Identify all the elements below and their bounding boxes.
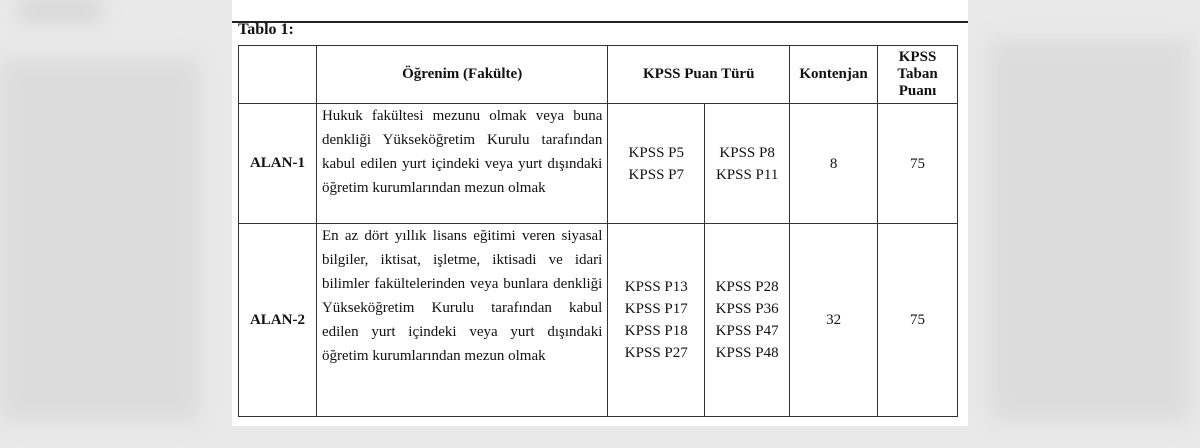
ogrenim-cell: En az dört yıllık lisans eğitimi veren siyasal bilgiler, iktisat, işletme, iktisadi ve idari bilimler fakültelerinden veya bunlara denkliği Yükseköğretim Kurulu tarafından kabul edilen yurt içindeki veya yurt dışındaki öğretim kurumlarından mezun olmak bbox=[316, 224, 607, 417]
document-page bbox=[232, 0, 968, 426]
puan-item: KPSS P7 bbox=[628, 166, 684, 183]
puan-item: KPSS P18 bbox=[624, 323, 688, 339]
puan-cell bbox=[705, 224, 790, 417]
kontenjan-cell: 8 bbox=[790, 104, 878, 224]
table-header-row bbox=[239, 46, 958, 104]
puan-item: KPSS P28 bbox=[715, 279, 779, 295]
table-row bbox=[239, 104, 958, 224]
puan-item: KPSS P36 bbox=[715, 301, 779, 317]
puan-cell bbox=[608, 224, 705, 417]
puan-item: KPSS P48 bbox=[715, 345, 779, 361]
blurred-background bbox=[990, 40, 1190, 420]
header-puan-turu: KPSS Puan Türü bbox=[608, 46, 790, 104]
divider bbox=[232, 21, 968, 23]
header-kontenjan: Kontenjan bbox=[790, 46, 878, 104]
puan-item: KPSS P5 bbox=[628, 144, 684, 161]
puan-item: KPSS P11 bbox=[715, 166, 779, 183]
puan-item: KPSS P8 bbox=[719, 144, 775, 161]
alan-label: ALAN-2 bbox=[239, 224, 317, 417]
puan-item: KPSS P27 bbox=[624, 345, 688, 361]
taban-cell: 75 bbox=[878, 224, 958, 417]
puan-cell bbox=[705, 104, 790, 224]
blurred-background bbox=[20, 0, 100, 20]
puan-item: KPSS P47 bbox=[715, 323, 779, 339]
alan-label: ALAN-1 bbox=[239, 104, 317, 224]
table-row bbox=[239, 224, 958, 417]
blurred-background bbox=[0, 60, 200, 420]
kontenjan-cell: 32 bbox=[790, 224, 878, 417]
puan-item: KPSS P13 bbox=[624, 279, 688, 295]
header-taban-puani: KPSS Taban Puanı bbox=[878, 46, 958, 104]
ogrenim-cell: Hukuk fakültesi mezunu olmak veya buna denkliği Yükseköğretim Kurulu tarafından kabul edilen yurt içindeki veya yurt dışındaki öğretim kurumlarından mezun olmak bbox=[316, 104, 607, 224]
table-caption: Tablo 1: bbox=[238, 21, 294, 38]
puan-item: KPSS P17 bbox=[624, 301, 688, 317]
header-ogrenim: Öğrenim (Fakülte) bbox=[316, 46, 607, 104]
header-empty bbox=[239, 46, 317, 104]
puan-cell bbox=[608, 104, 705, 224]
taban-cell: 75 bbox=[878, 104, 958, 224]
quota-table bbox=[238, 45, 958, 417]
